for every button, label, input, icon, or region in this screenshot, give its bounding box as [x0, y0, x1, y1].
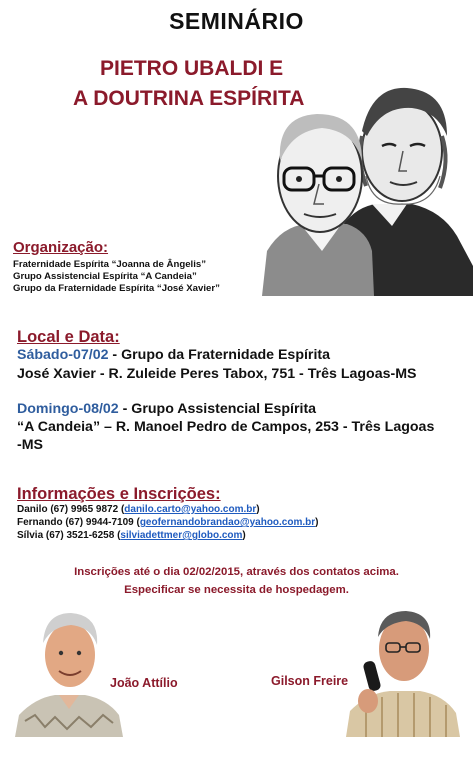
contact-email-link[interactable]: danilo.carto@yahoo.com.br — [124, 504, 257, 515]
contact-name-phone: Danilo (67) 9965 9872 ( — [17, 504, 125, 515]
portraits-illustration — [262, 76, 473, 296]
contact-row — [17, 504, 260, 515]
speaker-1-photo — [15, 603, 123, 737]
contact-email-link[interactable]: geofernandobrandao@yahoo.com.br — [139, 517, 316, 528]
contact-row — [17, 517, 319, 528]
event-1-day: Sábado-07/02 — [17, 347, 109, 363]
contact-suffix: ) — [315, 517, 319, 528]
organization-item: Grupo da Fraternidade Espírita “José Xavier” — [13, 283, 220, 294]
contact-row — [17, 530, 246, 541]
subtitle-line-2: A DOUTRINA ESPÍRITA — [73, 87, 305, 110]
contacts-heading: Informações e Inscrições: — [17, 485, 221, 503]
event-1-address: José Xavier - R. Zuleide Peres Tabox, 751 - Três Lagoas-MS — [17, 366, 417, 382]
event-2-line-1 — [17, 401, 316, 417]
event-2-day: Domingo-08/02 — [17, 401, 119, 417]
event-2-place: - Grupo Assistencial Espírita — [118, 401, 317, 417]
speaker-2-photo — [346, 601, 460, 737]
event-1-place: - Grupo da Fraternidade Espírita — [108, 347, 331, 363]
organization-heading: Organização: — [13, 239, 109, 256]
portrait-left — [262, 114, 374, 296]
event-2-address: “A Candeia” – R. Manoel Pedro de Campos, 253 - Três Lagoas — [17, 419, 435, 435]
contact-suffix: ) — [242, 530, 246, 541]
organization-item: Fraternidade Espírita “Joanna de Ângelis” — [13, 259, 206, 270]
page-title: SEMINÁRIO — [169, 8, 304, 34]
subtitle-line-1: PIETRO UBALDI E — [100, 57, 284, 80]
event-1-line-1 — [17, 347, 330, 363]
contact-name-phone: Fernando (67) 9944-7109 ( — [17, 517, 140, 528]
schedule-heading: Local e Data: — [17, 328, 120, 346]
registration-deadline: Inscrições até o dia 02/02/2015, através dos contatos acima. — [74, 566, 399, 578]
speaker-2-name: Gilson Freire — [271, 674, 349, 688]
contact-suffix: ) — [256, 504, 260, 515]
contact-email-link[interactable]: silviadettmer@globo.com — [120, 530, 243, 541]
lodging-note: Especificar se necessita de hospedagem. — [124, 584, 349, 596]
speaker-1-name: João Attílio — [110, 676, 178, 690]
organization-item: Grupo Assistencial Espírita “A Candeia” — [13, 271, 197, 282]
event-2-address-cont: -MS — [17, 437, 44, 453]
contact-name-phone: Sílvia (67) 3521-6258 ( — [17, 530, 121, 541]
